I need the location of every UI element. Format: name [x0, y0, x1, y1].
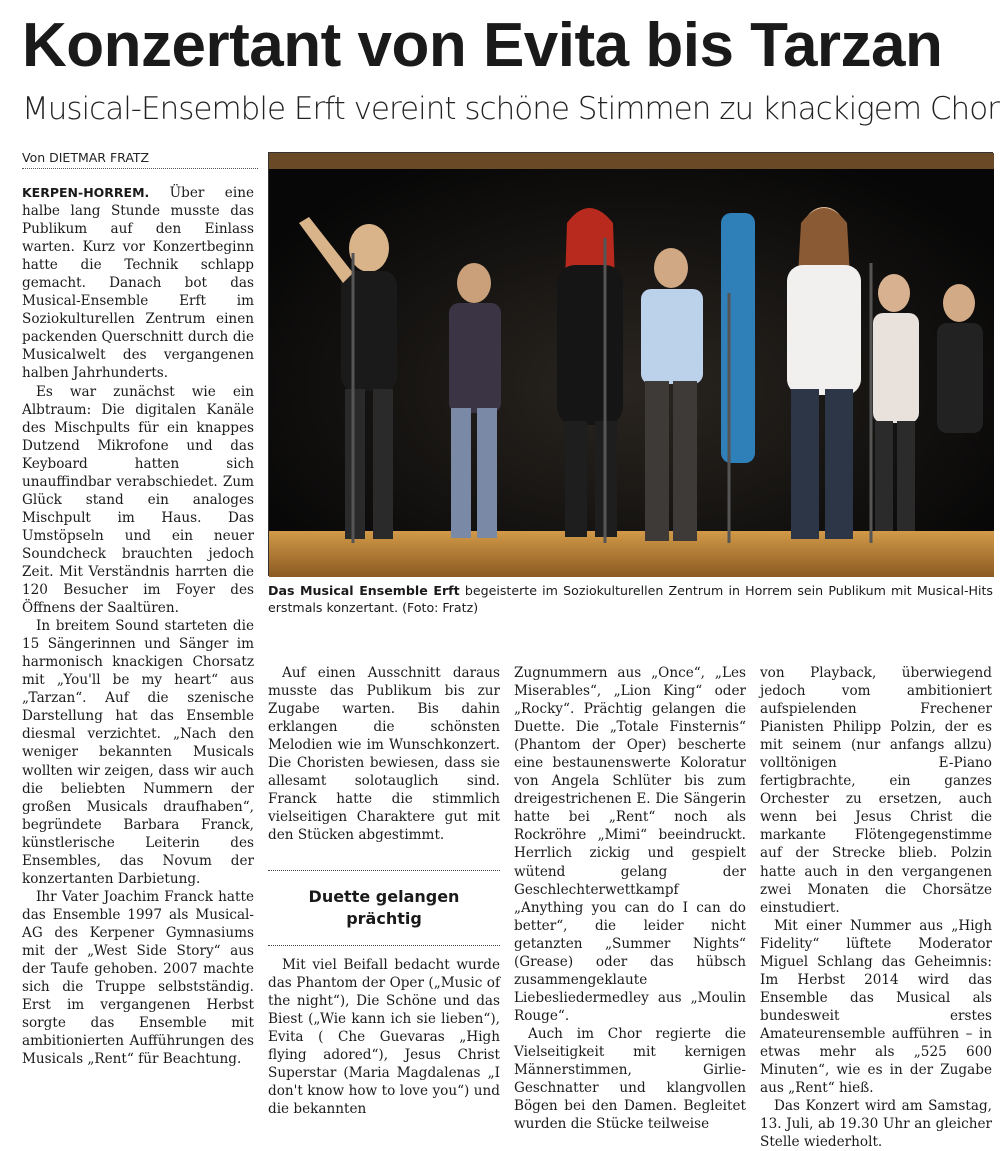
- paragraph-5: Auf einen Ausschnitt daraus musste das Publikum bis zur Zugabe warten. Bis dahin erklangen die schönsten Melodien wie im Wunschkonzert. Die Choristen bewiesen, dass sie allesamt solotauglich sind. Franck hatte die stimmlich vielseitigen Charaktere gut mit den Stücken abgestimmt.: [268, 665, 500, 844]
- paragraph-4: Ihr Vater Joachim Franck hatte das Ensemble 1997 als Musical-AG des Kerpener Gymnasiums mit der „West Side Story“ aus der Taufe gehoben. 2007 machte sich die Truppe selbstständig. Erst im vergangenen Herbst sorgte das Ensemble mit ambitionierten Aufführungen des Musicals „Rent“ für Beachtung.: [22, 888, 254, 1068]
- article-column-2b: [268, 956, 500, 1118]
- concert-photo: [268, 152, 993, 576]
- byline: Von DIETMAR FRATZ: [22, 150, 150, 165]
- article-column-2: [268, 664, 500, 844]
- paragraph-7-continued: von Playback, überwiegend jedoch vom ambitioniert aufspielenden Frechener Pianisten Philipp Polzin, der es mit seinem (nur anfangs allzu) volltönigen E-Piano fertigbrachte, ein ganzes Orchester zu ersetzen, auch wenn bei Jesus Christ die markante Flötengegenstimme auf der Strecke blieb. Polzin hatte auch in den vergangenen zwei Monaten die Chorsätze einstudiert.: [760, 665, 992, 916]
- article-column-3: [514, 664, 746, 1133]
- paragraph-8: Mit einer Nummer aus „High Fidelity“ lüftete Moderator Miguel Schlang das Geheimnis: Im Herbst 2014 wird das Ensemble das Musical als bundesweit erstes Amateurensemble aufführen – in etwas mehr als „525 600 Minuten“, wie es in der Zugabe aus „Rent“ hieß.: [760, 917, 992, 1097]
- byline-divider: [22, 168, 258, 169]
- concert-photo-image: [269, 153, 994, 577]
- dateline: KERPEN-HORREM.: [22, 185, 150, 200]
- paragraph-3: In breitem Sound starteten die 15 Sängerinnen und Sänger im harmonisch knackigen Chorsatz mit „You'll be my heart“ aus „Tarzan“. Auf die szenische Darstellung hat das Ensemble diesmal verzichtet. „Nach den weniger bekannten Musicals wollten wir zeigen, dass wir auch die beliebten Nummern der großen Musicals draufhaben“, begründete Barbara Franck, künstlerische Leiterin des Ensembles, das Novum der konzertanten Darbietung.: [22, 618, 254, 887]
- section-heading: Duette gelangen prächtig: [268, 870, 500, 946]
- paragraph-1: KERPEN-HORREM. Über eine halbe lang Stunde musste das Publikum auf den Einlass warten. Kurz vor Konzertbeginn hatte die Technik schlapp gemacht. Danach bot das Musical-Ensemble Erft im Soziokulturellen Zentrum einen packenden Querschnitt durch die Musicalwelt des vergangenen halben Jahrhunderts.: [22, 185, 254, 382]
- article-column-1: [22, 184, 254, 1068]
- paragraph-6: Mit viel Beifall bedacht wurde das Phantom der Oper („Music of the night“), Die Schöne und das Biest („Wie kann ich sie lieben“), Evita ( Che Guevaras „High flying adored“), Jesus Christ Superstar (Maria Magdalenas „I don't know how to love you“) und die bekannten: [268, 957, 500, 1118]
- article-column-4: [760, 664, 992, 1151]
- caption-lead: Das Musical Ensemble Erft: [268, 583, 460, 598]
- photo-caption: [268, 582, 993, 616]
- caption-text: begeisterte im Soziokulturellen Zentrum in Horrem sein Publikum mit Musical-Hits erstmals konzertant. (Foto: Fratz): [268, 583, 993, 615]
- paragraph-6-continued: Zugnummern aus „Once“, „Les Miserables“, „Lion King“ oder „Rocky“. Prächtig gelangen die Duette. Die „Totale Finsternis“ (Phantom der Oper) bescherte eine bestaunenswerte Koloratur von Angela Schlüter bis zum dreigestrichenen E. Die Sängerin hatte bei „Rent“ noch als Rockröhre „Mimi“ beeindruckt. Herrlich zickig und gespielt wütend gelang der Geschlechterwettkampf „Anything you can do I can do better“, die leider nicht getanzten „Summer Nights“ (Grease) oder das hübsch zusammengeklaute Liebesliedermedley aus „Moulin Rouge“.: [514, 665, 746, 1024]
- subheadline: Musical-Ensemble Erft vereint schöne Stimmen zu knackigem Chor: [22, 91, 999, 127]
- paragraph-2: Es war zunächst wie ein Albtraum: Die digitalen Kanäle des Mischpults für ein knappes Dutzend Mikrofone und das Keyboard hatten sich unauffindbar verabschiedet. Zum Glück stand ein analoges Mischpult im Haus. Das Umstöpseln und ein neuer Soundcheck brauchten jedoch Zeit. Mit Verständnis harrten die 120 Besucher im Foyer des Öffnens der Saaltüren.: [22, 383, 254, 617]
- paragraph-7: Auch im Chor regierte die Vielseitigkeit mit kernigen Männerstimmen, Girlie-Geschnatter und klangvollen Bögen bei den Damen. Begleitet wurden die Stücke teilweise: [514, 1025, 746, 1133]
- headline: Konzertant von Evita bis Tarzan: [22, 11, 943, 80]
- paragraph-9: Das Konzert wird am Samstag, 13. Juli, ab 19.30 Uhr an gleicher Stelle wiederholt.: [760, 1098, 992, 1151]
